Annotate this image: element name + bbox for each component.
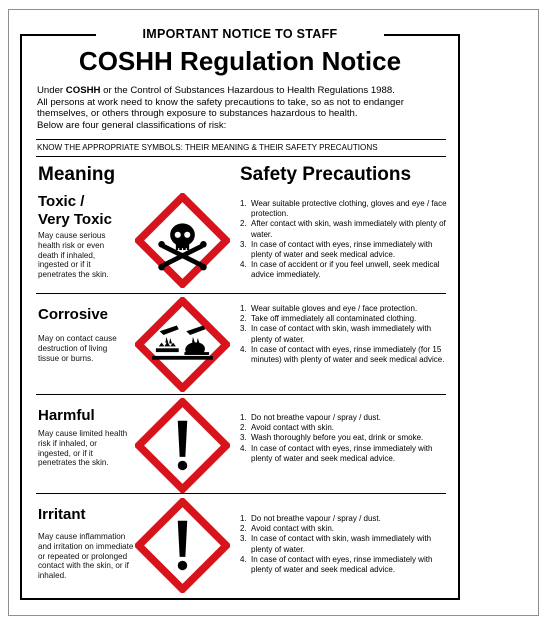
divider — [36, 139, 446, 140]
precaution-text: Do not breathe vapour / spray / dust. — [251, 514, 381, 523]
precaution-item: 3. Wash thoroughly before you eat, drink or smoke. — [240, 433, 424, 443]
divider — [36, 493, 446, 494]
precaution-item: 3. In case of contact with eyes, rinse immediately with plenty of water and seek medical advice. — [240, 239, 433, 260]
precaution-text: In case of contact with eyes, rinse immediately with plenty of water and seek medical advice. — [251, 554, 433, 575]
skull-crossbones-icon — [135, 193, 230, 288]
precautions-list-irritant — [240, 514, 450, 575]
precaution-item: 4. In case of contact with eyes, rinse immediately with plenty of water and seek medical advice. — [240, 554, 433, 575]
hazard-name-line: Corrosive — [38, 306, 109, 323]
exclamation-mark-icon — [135, 498, 230, 593]
intro-line-3: Below are four general classifications of risk: — [37, 119, 227, 131]
precaution-item: 2. Avoid contact with skin. — [240, 524, 335, 534]
hazard-name-corrosive — [38, 306, 108, 324]
hazard-name-line: Harmful — [38, 407, 95, 424]
precautions-list-toxic — [240, 199, 450, 281]
intro-line-2: All persons at work need to know the safety precautions to take, so as not to endanger themselves, or others through exposure to substances hazardous to health. — [37, 96, 404, 120]
precaution-text: In case of contact with eyes, rinse immediately (for 15 minutes) with plenty of water and seek medical advice. — [251, 344, 445, 365]
precaution-item: 2. After contact with skin, wash immediately with plenty of water. — [240, 219, 446, 239]
hazard-name-irritant — [38, 506, 86, 524]
precaution-item: 1. Wear suitable gloves and eye / face protection. — [240, 304, 418, 313]
precautions-list-corrosive — [240, 304, 450, 365]
notice-banner: IMPORTANT NOTICE TO STAFF — [96, 25, 384, 43]
intro-rest: or the Control of Substances Hazardous to Health Regulations 1988. — [100, 85, 395, 96]
exclamation-mark-icon — [135, 398, 230, 493]
intro-text — [37, 85, 447, 131]
hazard-name-line: Toxic / — [38, 193, 85, 210]
precaution-item: 2. Take off immediately all contaminated clothing. — [240, 314, 417, 324]
precaution-item: 3. In case of contact with skin, wash immediately with plenty of water. — [240, 534, 432, 554]
page-title: COSHH Regulation Notice — [78, 46, 402, 76]
hazard-name-harmful — [38, 407, 95, 425]
precaution-text: In case of accident or if you feel unwell, seek medical advice immediately. — [251, 260, 440, 280]
precaution-item: 4. In case of accident or if you feel unwell, seek medical advice immediately. — [240, 260, 440, 280]
divider — [36, 293, 446, 294]
precaution-text: In case of contact with eyes, rinse immediately with plenty of water and seek medical advice. — [251, 443, 433, 463]
precaution-text: In case of contact with skin, wash immediately with plenty of water. — [251, 534, 432, 554]
precaution-text: Take off immediately all contaminated clothing. — [251, 314, 417, 324]
precaution-item: 1. Do not breathe vapour / spray / dust. — [240, 413, 381, 422]
symbols-heading: KNOW THE APPROPRIATE SYMBOLS: THEIR MEANING & THEIR SAFETY PRECAUTIONS — [37, 143, 378, 152]
precaution-text: Avoid contact with skin. — [251, 423, 335, 433]
hazard-name-line: Very Toxic — [38, 211, 112, 228]
divider — [36, 394, 446, 395]
precaution-text: Wear suitable protective clothing, gloves and eye / face protection. — [251, 199, 447, 219]
divider — [36, 156, 446, 157]
precaution-text: In case of contact with eyes, rinse immediately with plenty of water and seek medical advice. — [251, 239, 433, 260]
meaning-heading: Meaning — [38, 164, 116, 185]
hazard-name-line: Irritant — [38, 506, 86, 523]
hazard-name-toxic — [38, 193, 112, 229]
precaution-item: 2. Avoid contact with skin. — [240, 423, 335, 433]
intro-coshh: COSHH — [65, 85, 101, 96]
hazard-description-irritant: May cause inflammation and irritation on immediate or repeated or prolonged contact with the skin, or if inhaled. — [38, 532, 134, 581]
intro-prefix: Under — [37, 85, 66, 96]
hazard-description-harmful: May cause limited health risk if inhaled, or ingested, or if it penetrates the skin. — [38, 429, 128, 468]
hazard-description-corrosive: May on contact cause destruction of living tissue or burns. — [38, 334, 117, 363]
precaution-item: 3. In case of contact with skin, wash immediately with plenty of water. — [240, 324, 432, 344]
precaution-text: Wear suitable gloves and eye / face protection. — [251, 304, 418, 313]
precaution-text: After contact with skin, wash immediately with plenty of water. — [251, 219, 446, 239]
corrosion-icon — [135, 297, 230, 392]
precaution-text: Avoid contact with skin. — [251, 524, 335, 534]
precautions-list-harmful — [240, 413, 450, 464]
precaution-item: 4. In case of contact with eyes, rinse immediately with plenty of water and seek medical advice. — [240, 443, 433, 463]
precaution-text: Wash thoroughly before you eat, drink or smoke. — [251, 433, 424, 443]
precaution-item: 4. In case of contact with eyes, rinse immediately (for 15 minutes) with plenty of water and seek medical advice. — [240, 344, 445, 365]
hazard-description-toxic: May cause serious health risk or even death if inhaled, ingested or if it penetrates the skin. — [38, 231, 109, 280]
precaution-text: In case of contact with skin, wash immediately with plenty of water. — [251, 324, 432, 344]
precaution-item: 1. Do not breathe vapour / spray / dust. — [240, 514, 381, 523]
precaution-text: Do not breathe vapour / spray / dust. — [251, 413, 381, 422]
intro-line-1 — [37, 85, 447, 97]
precautions-heading: Safety Precautions — [240, 164, 412, 185]
precaution-item: 1. Wear suitable protective clothing, gloves and eye / face protection. — [240, 199, 447, 219]
